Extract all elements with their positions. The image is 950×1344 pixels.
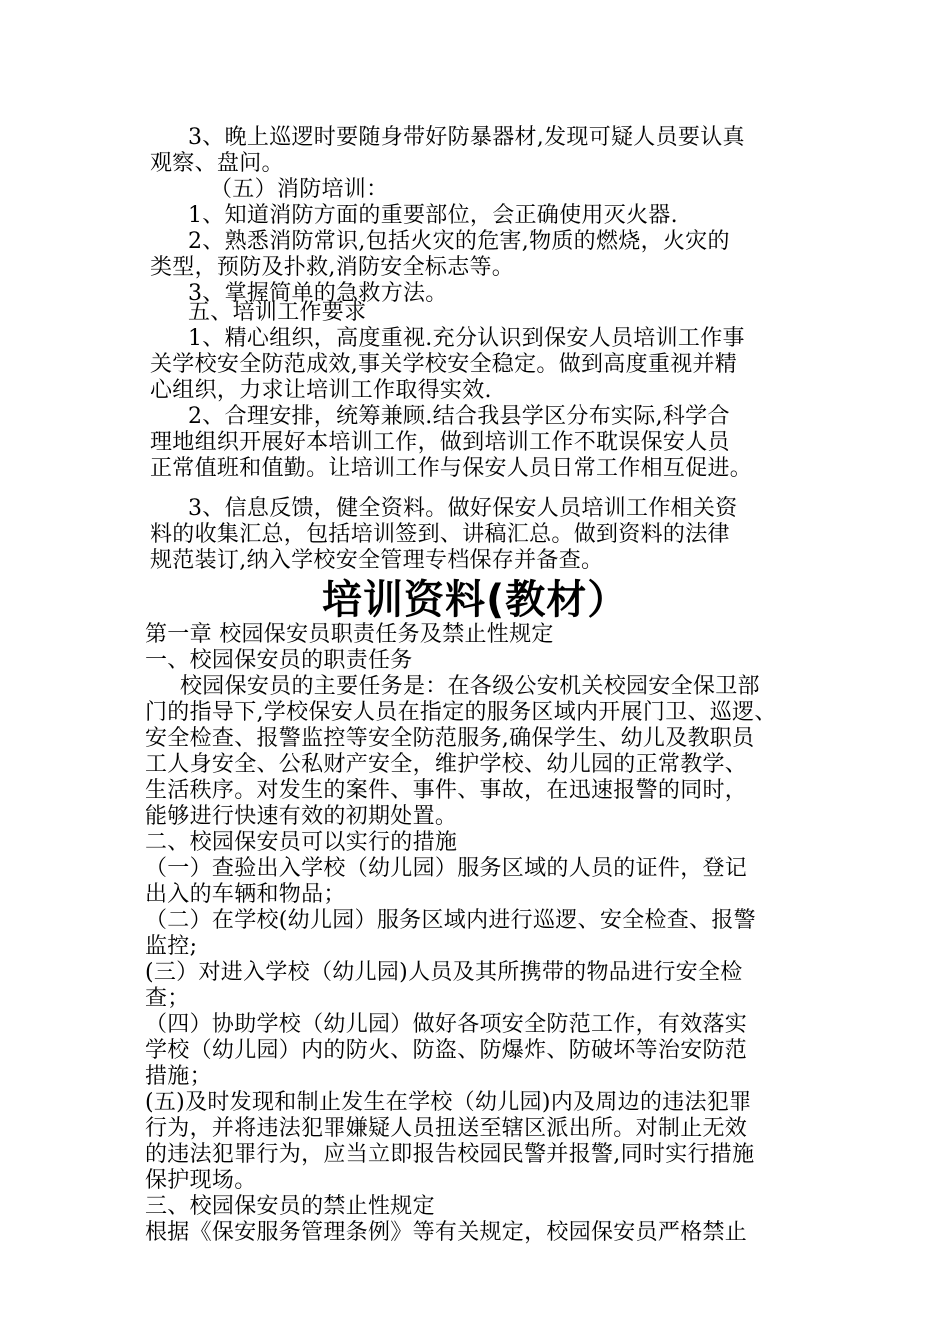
paragraph-line: 学校（幼儿园）内的防火、防盗、防爆炸、防破坏等治安防范: [145, 1038, 748, 1063]
paragraph-line: 3、掌握简单的急救方法。: [188, 281, 448, 306]
paragraph-line: 措施；: [145, 1064, 212, 1089]
paragraph-line: 类型，预防及扑救,消防安全标志等。: [150, 255, 515, 280]
paragraph-line: 1、精心组织，高度重视.充分认识到保安人员培训工作事: [188, 326, 745, 351]
paragraph-line: （一）查验出入学校（幼儿园）服务区域的人员的证件，登记: [145, 856, 748, 881]
paragraph-line: 查；: [145, 986, 190, 1011]
paragraph-line: 出入的车辆和物品；: [145, 882, 346, 907]
paragraph-line: (五)及时发现和制止发生在学校（幼儿园)内及周边的违法犯罪: [145, 1090, 752, 1115]
paragraph-line: 能够进行快速有效的初期处置。: [145, 804, 458, 829]
paragraph-line: 料的收集汇总，包括培训签到、讲稿汇总。做到资料的法律: [150, 522, 730, 547]
paragraph-line: 关学校安全防范成效,事关学校安全稳定。做到高度重视并精: [150, 352, 738, 377]
paragraph-line: 3、晚上巡逻时要随身带好防暴器材,发现可疑人员要认真: [188, 125, 745, 150]
paragraph-line: 工人身安全、公私财产安全，维护学校、幼儿园的正常教学、: [145, 752, 748, 777]
section-heading: 三、校园保安员的禁止性规定: [145, 1194, 435, 1219]
paragraph-line: 的违法犯罪行为，应当立即报告校园民警并报警,同时实行措施: [145, 1142, 755, 1167]
paragraph-line: 1、知道消防方面的重要部位，会正确使用灭火器.: [188, 203, 678, 228]
paragraph-line: 理地组织开展好本培训工作，做到培训工作不耽误保安人员: [150, 430, 730, 455]
paragraph-line: 行为，并将违法犯罪嫌疑人员扭送至辖区派出所。对制止无效: [145, 1116, 748, 1141]
paragraph-line: 3、信息反馈，健全资料。做好保安人员培训工作相关资: [188, 496, 738, 521]
paragraph-line: 保护现场。: [145, 1168, 257, 1193]
paragraph-line: 心组织，力求让培训工作取得实效.: [150, 378, 492, 403]
paragraph-line: 观察、盘问。: [150, 151, 284, 176]
section-heading: 二、校园保安员可以实行的措施: [145, 830, 458, 855]
paragraph-line: 监控;: [145, 934, 198, 959]
paragraph-line: 生活秩序。对发生的案件、事件、事故，在迅速报警的同时，: [145, 778, 748, 803]
paragraph-line: 门的指导下,学校保安人员在指定的服务区域内开展门卫、巡逻、: [145, 700, 777, 725]
paragraph-line: 安全检查、报警监控等安全防范服务,确保学生、幼儿及教职员: [145, 726, 755, 751]
section-heading: 五、培训工作要求: [188, 300, 367, 325]
paragraph-line: 正常值班和值勤。让培训工作与保安人员日常工作相互促进。: [150, 456, 753, 481]
section-heading: 一、校园保安员的职责任务: [145, 648, 413, 673]
paragraph-line: 校园保安员的主要任务是：在各级公安机关校园安全保卫部: [180, 674, 760, 699]
paragraph-line: （二）在学校(幼儿园）服务区域内进行巡逻、安全检查、报警: [145, 908, 756, 933]
paragraph-line: 规范装订,纳入学校安全管理专档保存并备查。: [150, 548, 604, 573]
paragraph-line: 根据《保安服务管理条例》等有关规定，校园保安员严格禁止: [145, 1220, 748, 1245]
paragraph-line: 2、合理安排，统筹兼顾.结合我县学区分布实际,科学合: [188, 404, 730, 429]
document-title: 培训资料(教材）: [322, 577, 629, 623]
chapter-heading: 第一章 校园保安员职责任务及禁止性规定: [145, 622, 554, 647]
paragraph-line: (三）对进入学校（幼儿园)人员及其所携带的物品进行安全检: [145, 960, 743, 985]
paragraph-line: 2、熟悉消防常识,包括火灾的危害,物质的燃烧，火灾的: [188, 229, 730, 254]
paragraph-line: （四）协助学校（幼儿园）做好各项安全防范工作，有效落实: [145, 1012, 748, 1037]
section-heading: （五）消防培训：: [210, 177, 389, 202]
